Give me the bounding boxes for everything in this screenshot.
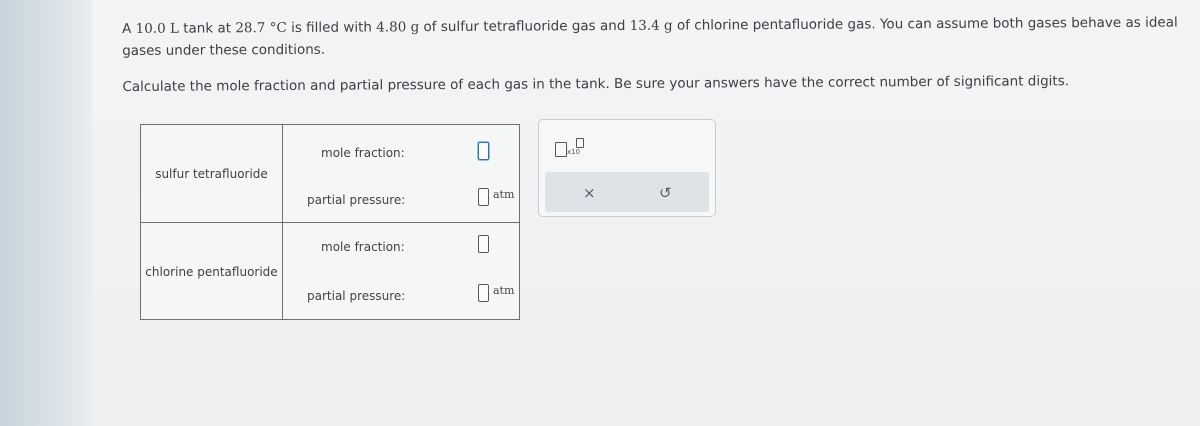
- partial-pressure-label: partial pressure:: [307, 289, 406, 303]
- mole-fraction-label: mole fraction:: [321, 146, 405, 160]
- table-row: [141, 223, 519, 320]
- temperature-value: 28.7 °C: [235, 19, 287, 37]
- text-fragment: tank at: [178, 20, 236, 37]
- problem-statement: [122, 12, 1182, 98]
- mass-clf5-value: 13.4 g: [629, 17, 673, 34]
- clf5-partial-pressure-input[interactable]: [478, 284, 489, 302]
- partial-pressure-label: partial pressure:: [307, 193, 406, 207]
- undo-button[interactable]: ↺: [659, 184, 672, 202]
- atm-unit: atm: [493, 284, 515, 297]
- text-fragment: is filled with: [286, 19, 377, 36]
- instructions-text: Calculate the mole fraction and partial pressure of each gas in the tank. Be sure your answers have the correct number of significant digits.: [122, 73, 1070, 95]
- table-row: [141, 125, 519, 223]
- mass-sf4-value: 4.80 g: [376, 19, 420, 36]
- gas-name-clf5: chlorine pentafluoride: [141, 223, 283, 320]
- gas-name-sf4: sulfur tetrafluoride: [141, 125, 283, 222]
- text-fragment: of sulfur tetrafluoride gas and: [419, 17, 630, 36]
- exponent-box-icon: [576, 138, 584, 148]
- sf4-partial-pressure-input[interactable]: [478, 188, 489, 206]
- toolbar-action-band: [545, 172, 709, 212]
- problem-text: [122, 12, 1182, 62]
- atm-unit: atm: [493, 188, 515, 201]
- volume-value: 10.0 L: [135, 20, 179, 37]
- answer-table: [140, 124, 520, 320]
- sf4-mole-fraction-input[interactable]: [478, 142, 489, 160]
- math-toolbar: [538, 119, 716, 217]
- x10-label: x10: [567, 148, 581, 156]
- text-fragment: A: [122, 20, 136, 37]
- mole-fraction-label: mole fraction:: [321, 240, 405, 254]
- clear-button[interactable]: ×: [583, 184, 596, 202]
- mantissa-box-icon: [555, 142, 567, 157]
- clf5-mole-fraction-input[interactable]: [478, 235, 489, 253]
- page-margin-shadow: [0, 0, 92, 426]
- text-fragment: of chlorine pentafluoride gas. You can assume both gases behave as ideal gases under these conditions.: [122, 14, 1178, 59]
